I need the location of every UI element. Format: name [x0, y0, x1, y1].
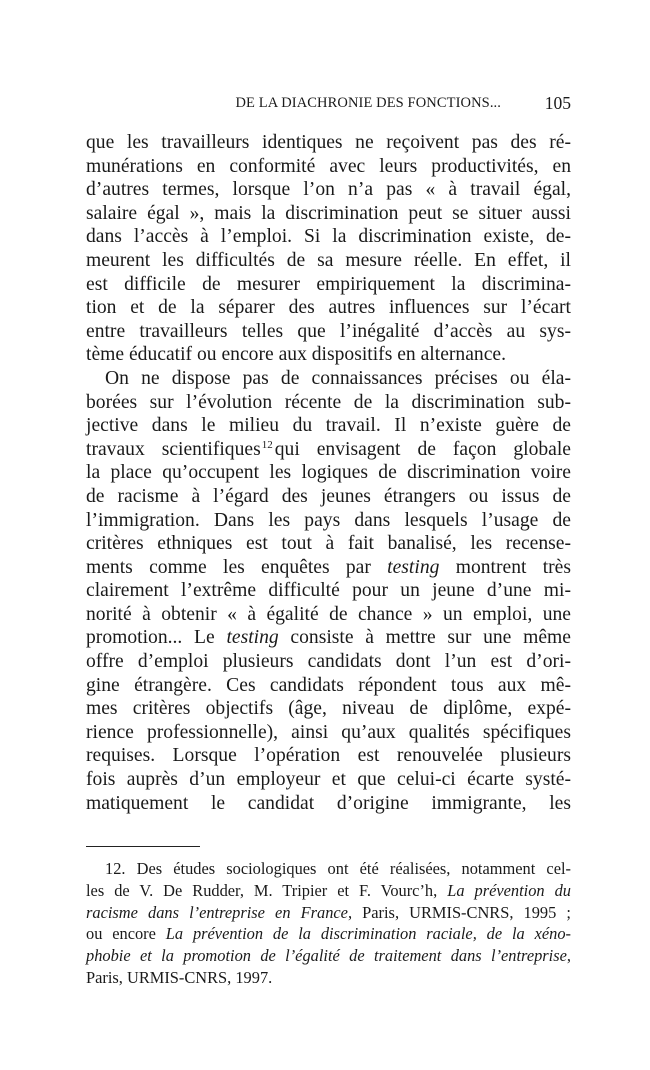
footnote-reference: 12: [261, 438, 273, 451]
text-line: gine étrangère. Ces candidats répondent tous aux mê-: [86, 674, 571, 696]
text-line: matiquement le candidat d’origine immigrante, les: [86, 792, 571, 814]
footnote-line: [86, 945, 571, 967]
text-line: tion et de la séparer des autres influences sur l’écart: [86, 297, 571, 319]
italic-term: testing: [387, 556, 440, 578]
text-segment: qui envisagent de façon globale: [274, 438, 571, 460]
footnote-line: [86, 880, 571, 902]
running-head-title: DE LA DIACHRONIE DES FONCTIONS...: [235, 95, 501, 111]
text-line: fois auprès d’un employeur et que celui-ci écarte systé-: [86, 769, 571, 791]
text-segment: consiste à mettre sur une même: [290, 627, 571, 649]
text-segment: ments comme les enquêtes par: [86, 556, 371, 578]
text-line: critères ethniques est tout à fait banalisé, les recense-: [86, 533, 571, 555]
footnote-separator: [86, 846, 200, 847]
footnote-segment: ou encore: [86, 924, 156, 944]
running-header: [86, 93, 571, 113]
text-segment: montrent très: [455, 556, 572, 578]
text-line: borées sur l’évolution récente de la discrimination sub-: [86, 391, 571, 413]
footnote-title: phobie et la promotion de l’égalité de traitement dans l’entreprise: [86, 946, 567, 966]
text-line: de racisme à l’égard des jeunes étrangers ou issus de: [86, 485, 571, 507]
text-line: jective dans le milieu du travail. Il n’existe guère de: [86, 415, 571, 437]
text-line: clairement l’extrême difficulté pour un jeune d’une mi-: [86, 580, 571, 602]
footnote-title: La prévention de la discrimination raciale, de la xéno-: [165, 924, 571, 944]
footnote-line: [86, 923, 571, 945]
text-line: rience professionnelle), ainsi qu’aux qualités spécifiques: [86, 721, 571, 743]
footnote-line: [86, 902, 571, 924]
text-line: munérations en conformité avec leurs productivités, en: [86, 155, 571, 177]
text-line: meurent les difficultés de sa mesure réelle. En effet, il: [86, 249, 571, 271]
text-line: est difficile de mesurer empiriquement la discrimina-: [86, 273, 571, 295]
footnote-title: racisme dans l’entreprise en France: [86, 902, 348, 922]
text-line: dans l’accès à l’emploi. Si la discrimination existe, de-: [86, 226, 571, 248]
italic-term: testing: [226, 627, 279, 649]
text-line: l’immigration. Dans les pays dans lesquels l’usage de: [86, 509, 571, 531]
text-line: que les travailleurs identiques ne reçoivent pas des ré-: [86, 132, 571, 153]
text-line: On ne dispose pas de connaissances précises ou éla-: [105, 367, 571, 389]
text-line: [86, 438, 571, 462]
footnote: [86, 858, 571, 989]
text-line: [86, 626, 571, 650]
text-line: tème éducatif ou encore aux dispositifs en alternance.: [86, 344, 507, 366]
main-text: [86, 131, 571, 815]
footnote-line: Paris, URMIS-CNRS, 1997.: [86, 967, 273, 987]
text-line: d’autres termes, lorsque l’on n’a pas « à travail égal,: [86, 179, 571, 201]
text-line: entre travailleurs telles que l’inégalité d’accès au sys-: [86, 320, 571, 342]
footnote-line: 12. Des études sociologiques ont été réalisées, notamment cel-: [105, 859, 571, 878]
footnote-segment: les de V. De Rudder, M. Tripier et F. Vourc’h,: [86, 880, 438, 900]
text-line: offre d’emploi plusieurs candidats dont l’un est d’ori-: [86, 651, 571, 673]
text-line: mes critères objectifs (âge, niveau de diplôme, expé-: [86, 698, 571, 720]
footnote-segment: ,: [566, 946, 571, 966]
page-number: 105: [544, 93, 571, 113]
footnote-segment: , Paris, URMIS-CNRS, 1995 ;: [347, 902, 571, 922]
text-line: requises. Lorsque l’opération est renouvelée plusieurs: [86, 745, 571, 767]
text-segment: travaux scientifiques: [86, 438, 261, 460]
footnote-title: La prévention du: [447, 880, 571, 900]
text-line: salaire égal », mais la discrimination peut se situer aussi: [86, 202, 571, 224]
text-line: norité à obtenir « à égalité de chance » un emploi, une: [86, 603, 571, 625]
text-line: [86, 556, 571, 580]
text-segment: promotion... Le: [86, 627, 215, 649]
text-line: la place qu’occupent les logiques de discrimination voire: [86, 462, 571, 484]
